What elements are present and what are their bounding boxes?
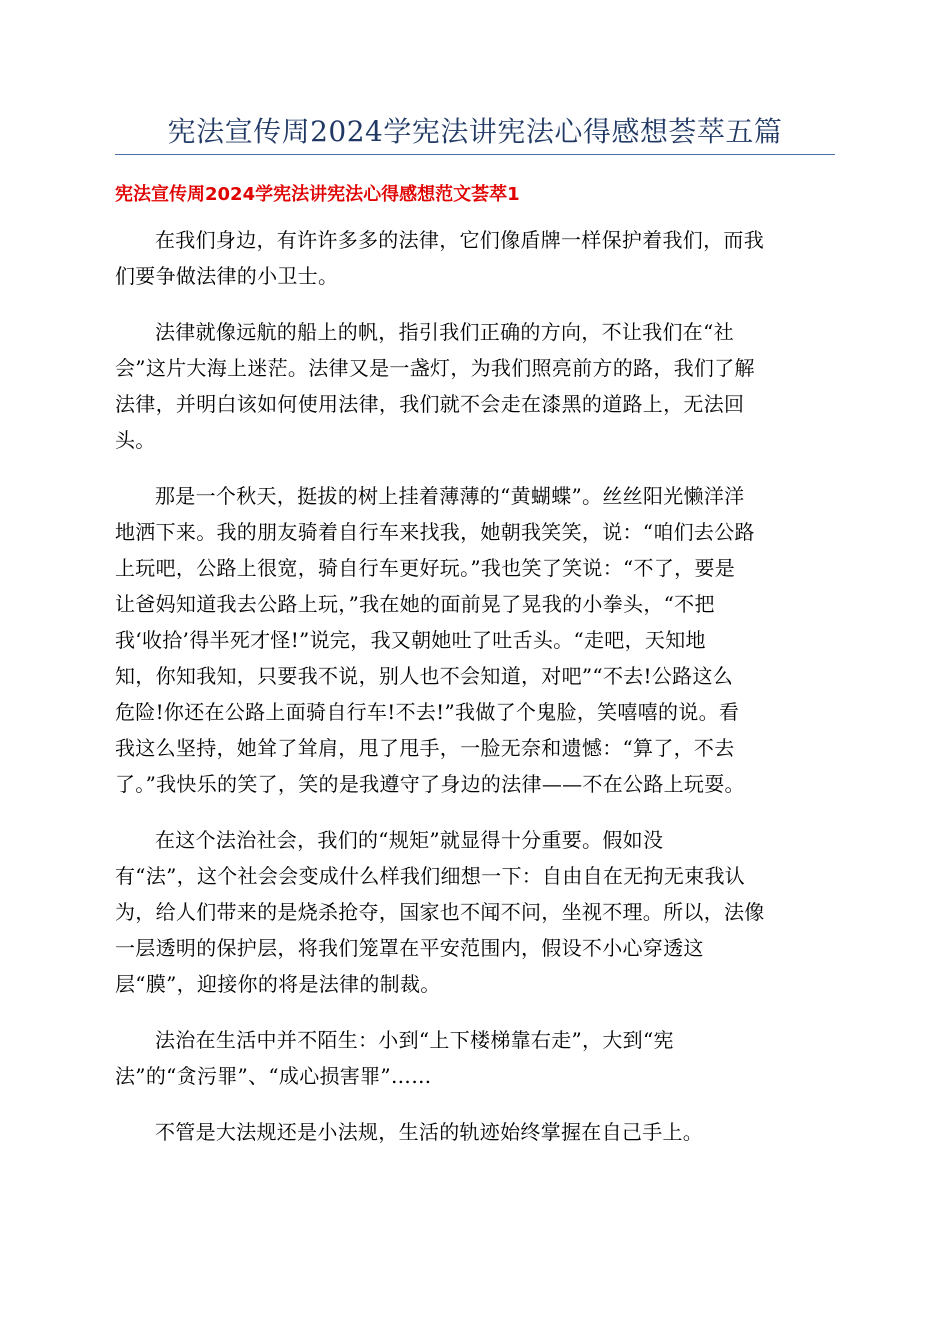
section-heading: 宪法宣传周2024学宪法讲宪法心得感想范文荟萃1 [115,184,520,205]
paragraph-line: 不管是大法规还是小法规，生活的轨迹始终掌握在自己手上。 [155,1120,704,1144]
paragraph-6 [115,1114,835,1150]
paragraph-2 [115,314,835,458]
document-body [115,222,835,1170]
paragraph-line: 危险!你还在公路上面骑自行车!不去!”我做了个鬼脸，笑嘻嘻的说。看 [115,700,740,724]
paragraph-line: 知，你知我知，只要我不说，别人也不会知道，对吧”“不去!公路这么 [115,664,734,688]
paragraph-line: 了。”我快乐的笑了，笑的是我遵守了身边的法律——不在公路上玩耍。 [115,772,745,796]
paragraph-line: 头。 [115,428,156,452]
paragraph-line: 们要争做法律的小卫士。 [115,264,339,288]
paragraph-line: 法”的“贪污罪”、“成心损害罪”…… [115,1064,432,1088]
paragraph-5 [115,1022,835,1094]
document-title: 宪法宣传周2024学宪法讲宪法心得感想荟萃五篇 [167,115,783,148]
paragraph-line: 在我们身边，有许许多多的法律，它们像盾牌一样保护着我们，而我 [155,228,764,252]
paragraph-line: 会”这片大海上迷茫。法律又是一盏灯，为我们照亮前方的路，我们了解 [115,356,755,380]
paragraph-line: 层“膜”，迎接你的将是法律的制裁。 [115,972,441,996]
paragraph-line: 上玩吧，公路上很宽，骑自行车更好玩。”我也笑了笑说：“不了，要是 [115,556,736,580]
paragraph-line: 在这个法治社会，我们的“规矩”就显得十分重要。假如没 [155,828,664,852]
paragraph-line: 我这么坚持，她耸了耸肩，甩了甩手，一脸无奈和遗憾：“算了，不去 [115,736,735,760]
paragraph-line: 为，给人们带来的是烧杀抢夺，国家也不闻不问，坐视不理。所以，法像 [115,900,765,924]
paragraph-line: 我‘收拾’得半死才怪!”说完，我又朝她吐了吐舌头。“走吧，天知地 [115,628,706,652]
paragraph-line: 法治在生活中并不陌生：小到“上下楼梯靠右走”，大到“宪 [155,1028,674,1052]
paragraph-line: 有“法”，这个社会会变成什么样我们细想一下：自由自在无拘无束我认 [115,864,746,888]
title-underline [115,154,835,155]
paragraph-line: 那是一个秋天，挺拔的树上挂着薄薄的“黄蝴蝶”。丝丝阳光懒洋洋 [155,484,745,508]
paragraph-1 [115,222,835,294]
paragraph-line: 法律，并明白该如何使用法律，我们就不会走在漆黑的道路上，无法回 [115,392,745,416]
paragraph-3 [115,478,835,802]
paragraph-line: 法律就像远航的船上的帆，指引我们正确的方向，不让我们在“社 [155,320,734,344]
paragraph-line: 让爸妈知道我去公路上玩，”我在她的面前晃了晃我的小拳头，“不把 [115,592,715,616]
paragraph-line: 一层透明的保护层，将我们笼罩在平安范围内，假设不小心穿透这 [115,936,704,960]
paragraph-4 [115,822,835,1002]
paragraph-line: 地洒下来。我的朋友骑着自行车来找我，她朝我笑笑，说：“咱们去公路 [115,520,755,544]
